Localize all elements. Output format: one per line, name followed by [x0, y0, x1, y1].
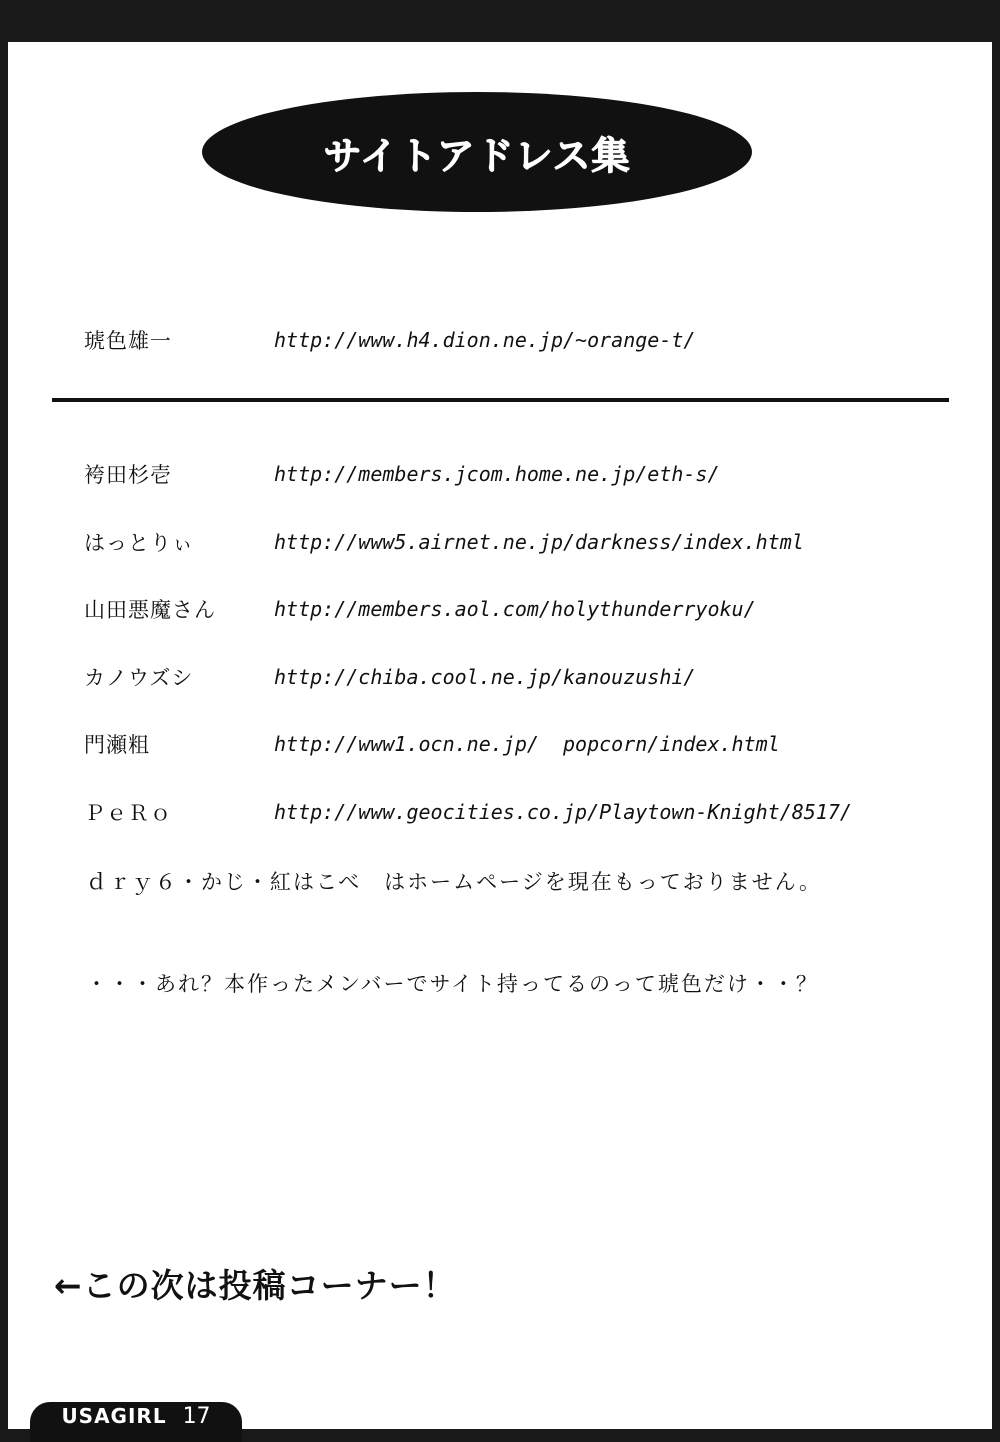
entry-name: カノウズシ: [84, 666, 194, 690]
featured-row: [84, 320, 695, 360]
entry-url[interactable]: http://www5.airnet.ne.jp/darkness/index.html: [274, 530, 804, 554]
page: [8, 42, 992, 1429]
entry-row: [84, 792, 852, 832]
magazine-logo: USAGIRL: [61, 1404, 167, 1428]
no-homepage-note: ｄｒｙ６・かじ・紅はこべ はホームページを現在もっておりません。: [86, 870, 822, 894]
entry-url[interactable]: http://www.geocities.co.jp/Playtown-Knight/8517/: [274, 800, 852, 824]
entry-row: [84, 454, 720, 494]
title-banner: [202, 92, 752, 212]
entry-name: 袴田杉壱: [84, 463, 172, 487]
entry-name: 山田悪魔さん: [84, 598, 216, 622]
entry-name: 門瀬粗: [84, 733, 150, 757]
entry-row: [84, 522, 804, 562]
next-corner-text: ←この次は投稿コーナー！: [54, 1266, 457, 1305]
featured-name: 琥色雄一: [84, 329, 172, 353]
entry-row: [84, 657, 695, 697]
page-title: サイトアドレス集: [323, 133, 631, 178]
entry-url[interactable]: http://members.jcom.home.ne.jp/eth-s/: [274, 462, 720, 486]
featured-url[interactable]: http://www.h4.dion.ne.jp/~orange-t/: [274, 328, 696, 352]
divider: [52, 398, 949, 402]
entry-row: [84, 589, 756, 629]
entry-url[interactable]: http://www1.ocn.ne.jp/ popcorn/index.html: [274, 732, 780, 756]
entry-url[interactable]: http://chiba.cool.ne.jp/kanouzushi/: [274, 665, 696, 689]
entry-name: ＰｅＲｏ: [84, 801, 172, 825]
page-number: 17: [182, 1404, 211, 1429]
entry-url[interactable]: http://members.aol.com/holythunderryoku/: [274, 597, 756, 621]
entry-name: はっとりぃ: [84, 531, 194, 555]
page-number-tab: [30, 1402, 242, 1442]
question-note: ・・・あれ？本作ったメンバーでサイト持ってるのって琥色だけ・・？: [86, 972, 819, 996]
entry-row: [84, 724, 780, 764]
